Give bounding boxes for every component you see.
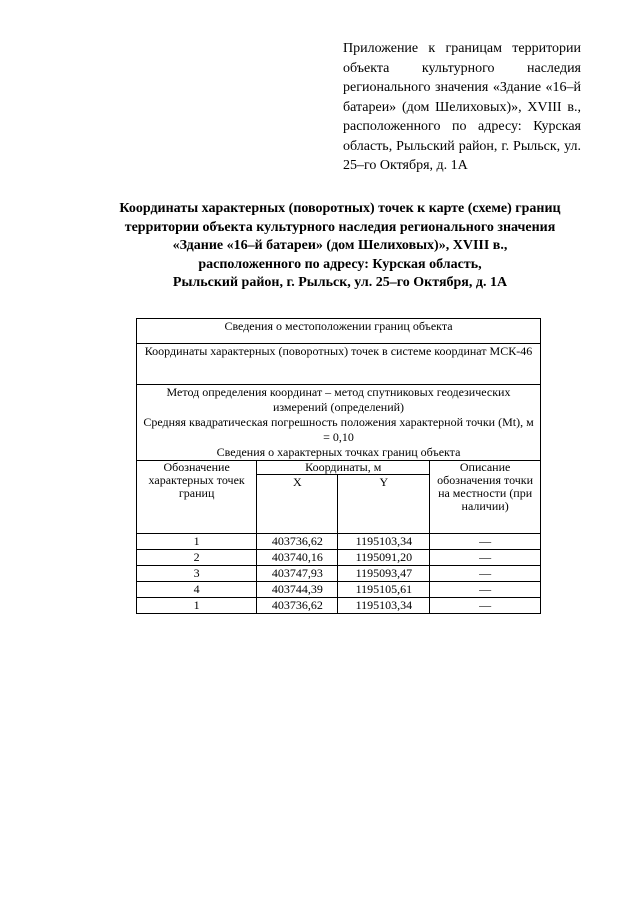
accuracy-line: Средняя квадратическая погрешность положения характерной точки (Mt), м = 0,10 bbox=[143, 415, 534, 444]
location-header: Сведения о местоположении границ объекта bbox=[137, 319, 541, 344]
point-number: 1 bbox=[137, 598, 257, 614]
table-row bbox=[137, 534, 541, 550]
coord-y: 1195103,34 bbox=[338, 598, 430, 614]
column-header-x: X bbox=[257, 475, 338, 534]
document-title bbox=[90, 200, 590, 293]
coord-x: 403736,62 bbox=[257, 598, 338, 614]
point-number: 2 bbox=[137, 550, 257, 566]
coord-y: 1195103,34 bbox=[338, 534, 430, 550]
method-cell bbox=[137, 385, 541, 461]
table-row bbox=[137, 550, 541, 566]
coord-x: 403744,39 bbox=[257, 582, 338, 598]
table-row bbox=[137, 598, 541, 614]
coord-y: 1195091,20 bbox=[338, 550, 430, 566]
coord-x: 403736,62 bbox=[257, 534, 338, 550]
coord-x: 403747,93 bbox=[257, 566, 338, 582]
coord-x: 403740,16 bbox=[257, 550, 338, 566]
coordinate-system: Координаты характерных (поворотных) точек в системе координат МСК-46 bbox=[137, 344, 541, 385]
table-row bbox=[137, 582, 541, 598]
point-description: — bbox=[430, 582, 541, 598]
column-header-coordinates: Координаты, м bbox=[257, 461, 430, 475]
point-description: — bbox=[430, 534, 541, 550]
coordinates-table bbox=[136, 318, 541, 614]
title-line: «Здание «16–й батареи» (дом Шелиховых)», XVIII в., bbox=[172, 238, 508, 253]
column-header-designation: Обозначение характерных точек границ bbox=[137, 461, 257, 534]
coord-y: 1195093,47 bbox=[338, 566, 430, 582]
point-description: — bbox=[430, 598, 541, 614]
title-line: расположенного по адресу: Курская область, bbox=[198, 256, 482, 272]
column-header-y: Y bbox=[338, 475, 430, 534]
title-line: территории объекта культурного наследия регионального значения bbox=[124, 219, 556, 235]
coord-y: 1195105,61 bbox=[338, 582, 430, 598]
method-line: Метод определения координат – метод спутниковых геодезических измерений (определений) bbox=[166, 385, 511, 414]
appendix-note: Приложение к границам территории объекта культурного наследия регионального значения «Здание «16–й батареи» (дом Шелиховых)», XVIII в., расположенного по адресу: Курская область, Рыльский район, г. Рыльск, ул. 25–го Октября, д. 1А bbox=[343, 41, 581, 173]
points-header: Сведения о характерных точках границ объекта bbox=[216, 445, 461, 459]
point-number: 1 bbox=[137, 534, 257, 550]
column-header-description: Описание обозначения точки на местности (при наличии) bbox=[430, 461, 541, 534]
title-line: Координаты характерных (поворотных) точек к карте (схеме) границ bbox=[119, 201, 561, 216]
point-description: — bbox=[430, 566, 541, 582]
table-row bbox=[137, 566, 541, 582]
point-number: 3 bbox=[137, 566, 257, 582]
point-description: — bbox=[430, 550, 541, 566]
title-line: Рыльский район, г. Рыльск, ул. 25–го Октября, д. 1А bbox=[172, 275, 508, 290]
point-number: 4 bbox=[137, 582, 257, 598]
